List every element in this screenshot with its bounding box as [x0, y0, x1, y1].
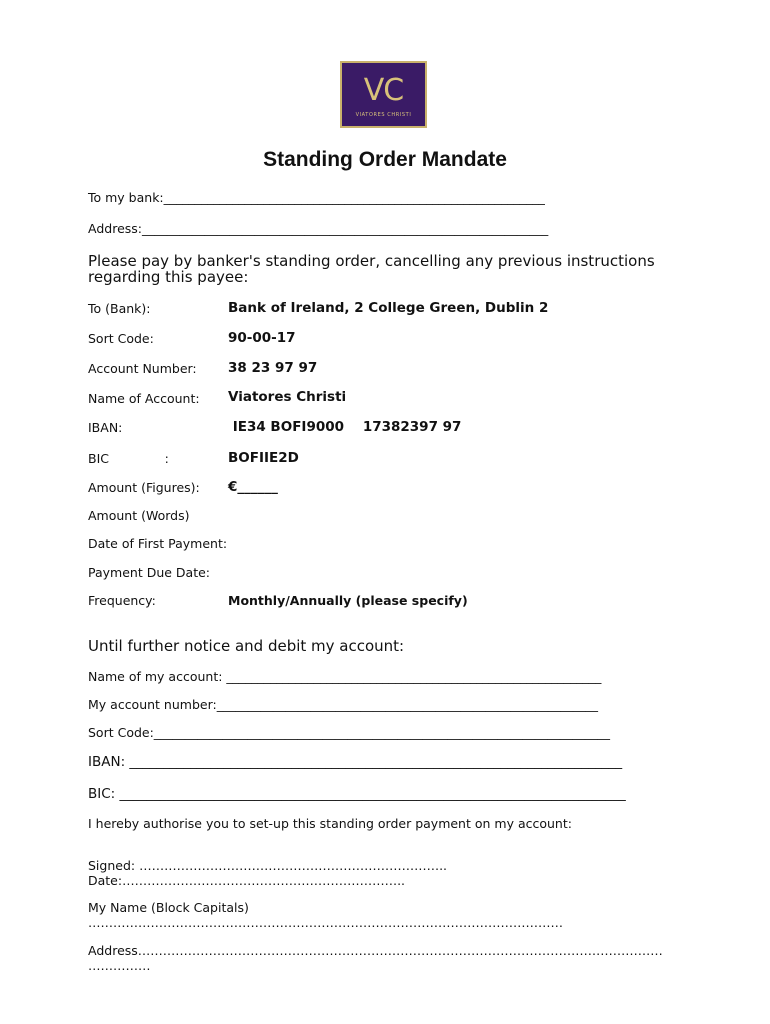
bic-value: BOFIIE2D: [228, 450, 299, 466]
amount-figures-label: Amount (Figures):: [88, 480, 200, 495]
my-iban-field[interactable]: IBAN: _________________________________________________________________________: [88, 754, 623, 770]
sort-code-label: Sort Code:: [88, 331, 154, 346]
frequency-label: Frequency:: [88, 593, 156, 608]
debit-heading: Until further notice and debit my account:: [88, 637, 405, 655]
logo-mark: VC: [363, 73, 404, 108]
to-bank-label: To (Bank):: [88, 301, 151, 316]
my-sort-code-field[interactable]: Sort Code:_________________________________________________________________________: [88, 725, 611, 740]
my-bic-field[interactable]: BIC: ___________________________________________________________________________: [88, 786, 626, 802]
to-my-bank-field[interactable]: To my bank:_____________________________________________________________: [88, 190, 545, 205]
page-title: Standing Order Mandate: [263, 148, 507, 171]
iban-value: IE34 BOFI9000 17382397 97: [228, 419, 462, 435]
intro-text: Please pay by banker's standing order, cancelling any previous instructions regarding this payee:: [88, 252, 655, 286]
account-number-value: 38 23 97 97: [228, 360, 318, 376]
payment-due-date-label: Payment Due Date:: [88, 565, 210, 580]
my-account-number-field[interactable]: My account number:_____________________________________________________________: [88, 697, 598, 712]
to-bank-value: Bank of Ireland, 2 College Green, Dublin 2: [228, 300, 549, 316]
bic-label: BIC :: [88, 451, 169, 466]
authorise-text: I hereby authorise you to set-up this standing order payment on my account:: [88, 816, 572, 831]
frequency-value: Monthly/Annually (please specify): [228, 593, 468, 608]
account-name-label: Name of Account:: [88, 391, 200, 406]
address-signature-field[interactable]: Address………………………………………………………………………………………………………………: [88, 943, 663, 958]
viatores-christi-logo: [340, 61, 427, 128]
my-name-label: My Name (Block Capitals): [88, 900, 249, 915]
my-account-name-field[interactable]: Name of my account: ____________________________________________________________: [88, 669, 602, 684]
amount-figures-value[interactable]: €______: [228, 479, 278, 495]
first-payment-date-label: Date of First Payment:: [88, 536, 228, 551]
address-signature-field-continued[interactable]: ……………: [88, 958, 151, 973]
iban-label: IBAN:: [88, 420, 123, 435]
address-field[interactable]: Address:_________________________________________________________________: [88, 221, 549, 236]
account-number-label: Account Number:: [88, 361, 197, 376]
signed-field[interactable]: Signed: ………………………………………………………………..: [88, 858, 448, 873]
sort-code-value: 90-00-17: [228, 330, 296, 346]
logo-subtitle: VIATORES CHRISTI: [355, 112, 412, 118]
date-field[interactable]: Date:…………………………………………………………..: [88, 873, 406, 888]
my-name-field[interactable]: ……………………………………………………………………………………………………: [88, 915, 563, 930]
amount-words-label: Amount (Words): [88, 508, 190, 523]
account-name-value: Viatores Christi: [228, 389, 347, 405]
